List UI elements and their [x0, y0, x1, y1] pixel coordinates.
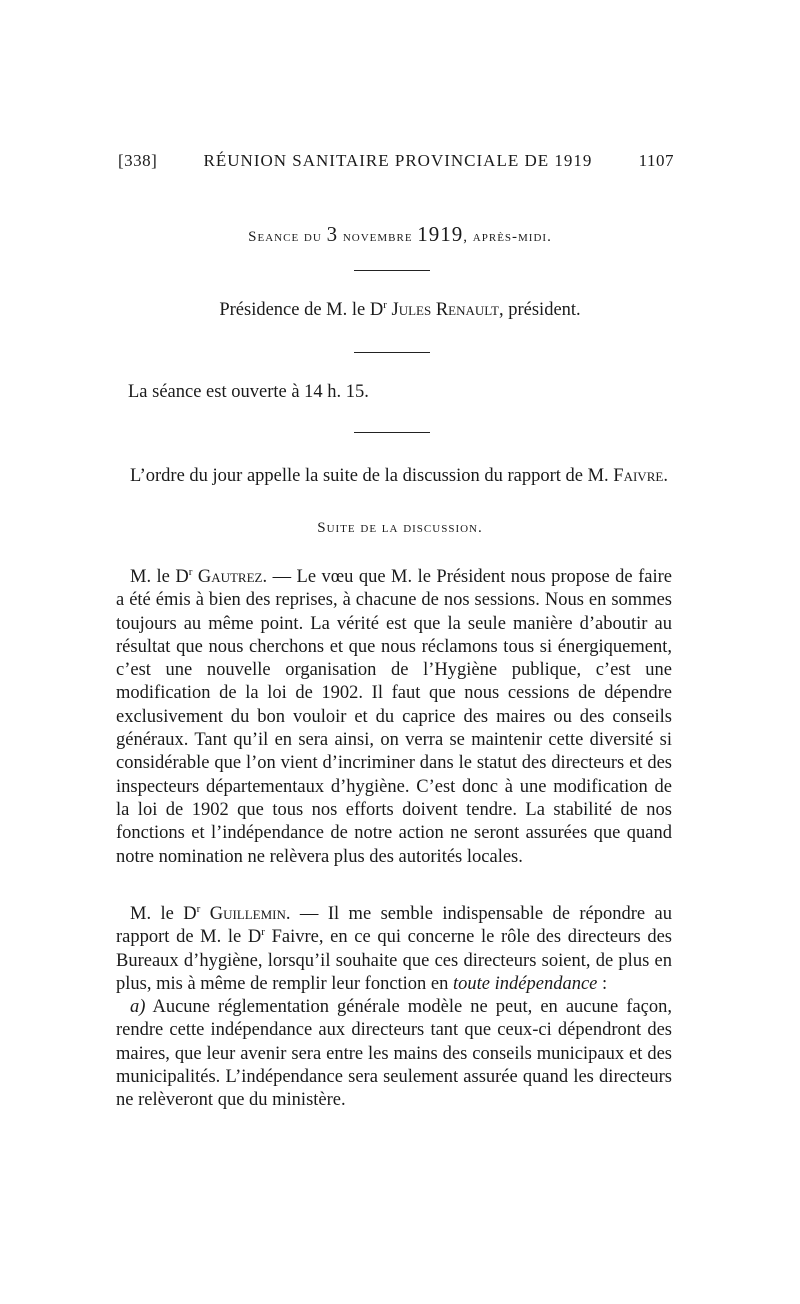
- presidence-line: [0, 300, 800, 321]
- page-reference: [338]: [118, 151, 158, 170]
- speaker-gautrez: Gautrez.: [192, 567, 268, 587]
- divider-rule: [354, 270, 430, 271]
- guillemin-paragraph: [116, 903, 672, 1113]
- point-a-text: Aucune réglementation générale modèle ne peut, en aucune façon, rendre cette indépendance aux directeurs tant que ceux-ci dépendront des maires, que leur avenir sera entre les mains des conseils municipaux et des municipalités. L’indépendance sera seulement assurée quand les directeurs ne relèveront que du ministère.: [116, 997, 672, 1111]
- opening-line: La séance est ouverte à 14 h. 15.: [128, 382, 369, 402]
- divider-rule: [354, 432, 430, 433]
- page-number: 1107: [638, 151, 674, 170]
- guillemin-sup: r: [196, 902, 201, 915]
- president-name: Jules Renault: [386, 300, 499, 320]
- guillemin-prefix: M. le D: [130, 904, 197, 924]
- gautrez-prefix: M. le D: [130, 567, 189, 587]
- guillemin-text-c: :: [597, 973, 608, 994]
- guillemin-italic: toute indépendance: [453, 973, 598, 994]
- session-year: 1919: [417, 222, 464, 246]
- speaker-guillemin: Guillemin.: [200, 904, 291, 924]
- running-header: [118, 151, 674, 171]
- session-day: 3: [326, 222, 339, 246]
- session-month: novembre: [338, 229, 418, 245]
- guillemin-text-a: — Il me semble indispensable de répondre au rapport de M. le D: [116, 904, 672, 948]
- session-suffix: , après-midi.: [463, 229, 552, 245]
- presidence-end: , président.: [498, 300, 581, 320]
- agenda-name: Faivre: [613, 466, 664, 486]
- agenda-paragraph: [116, 465, 672, 488]
- agenda-text: L’ordre du jour appelle la suite de la discussion du rapport de M.: [130, 466, 614, 486]
- agenda-end: .: [663, 466, 668, 486]
- gautrez-sup: r: [188, 565, 193, 578]
- session-prefix: Seance du: [248, 229, 327, 245]
- presidence-text: Présidence de M. le D: [219, 300, 384, 320]
- session-heading: [0, 222, 800, 247]
- guillemin-sup2: r: [261, 926, 265, 939]
- guillemin-text-b: Faivre, en ce qui concerne le rôle des directeurs des Bureaux d’hygiène, lorsqu’il souhaite que ces directeurs soient, de plus en plus, mis à même de remplir leur fonction en: [116, 927, 672, 994]
- gautrez-text: — Le vœu que M. le Président nous propose de faire a été émis à bien des reprises, à chacune de nos sessions. Nous en sommes toujours au même point. La vérité est que la seule manière d’aboutir au résultat que nous cherchons et que nous réclamons tous si énergiquement, c’est une nouvelle organisation de l’Hygiène publique, c’est une modification de la loi de 1902. Il faut que nous cessions de dépendre exclusivement du bon vouloir et du caprice des maires ou des conseils généraux. Tant qu’il en sera ainsi, on verra se maintenir cette diversité si considérable que l’on vient d’incriminer dans le statut des directeurs et des inspecteurs départementaux d’hygiène. C’est donc à une modification de la loi de 1902 que tous nos efforts doivent tendre. La stabilité de nos fonctions et l’indépendance de notre action ne seront assurées que quand notre nomination ne relèvera plus des autorités locales.: [116, 567, 672, 867]
- point-a-label: a): [130, 997, 146, 1018]
- gautrez-paragraph: [116, 566, 672, 869]
- running-title: RÉUNION SANITAIRE PROVINCIALE DE 1919: [203, 151, 593, 170]
- presidence-dr-sup: r: [383, 298, 387, 311]
- section-title: Suite de la discussion.: [317, 520, 483, 536]
- divider-rule: [354, 352, 430, 353]
